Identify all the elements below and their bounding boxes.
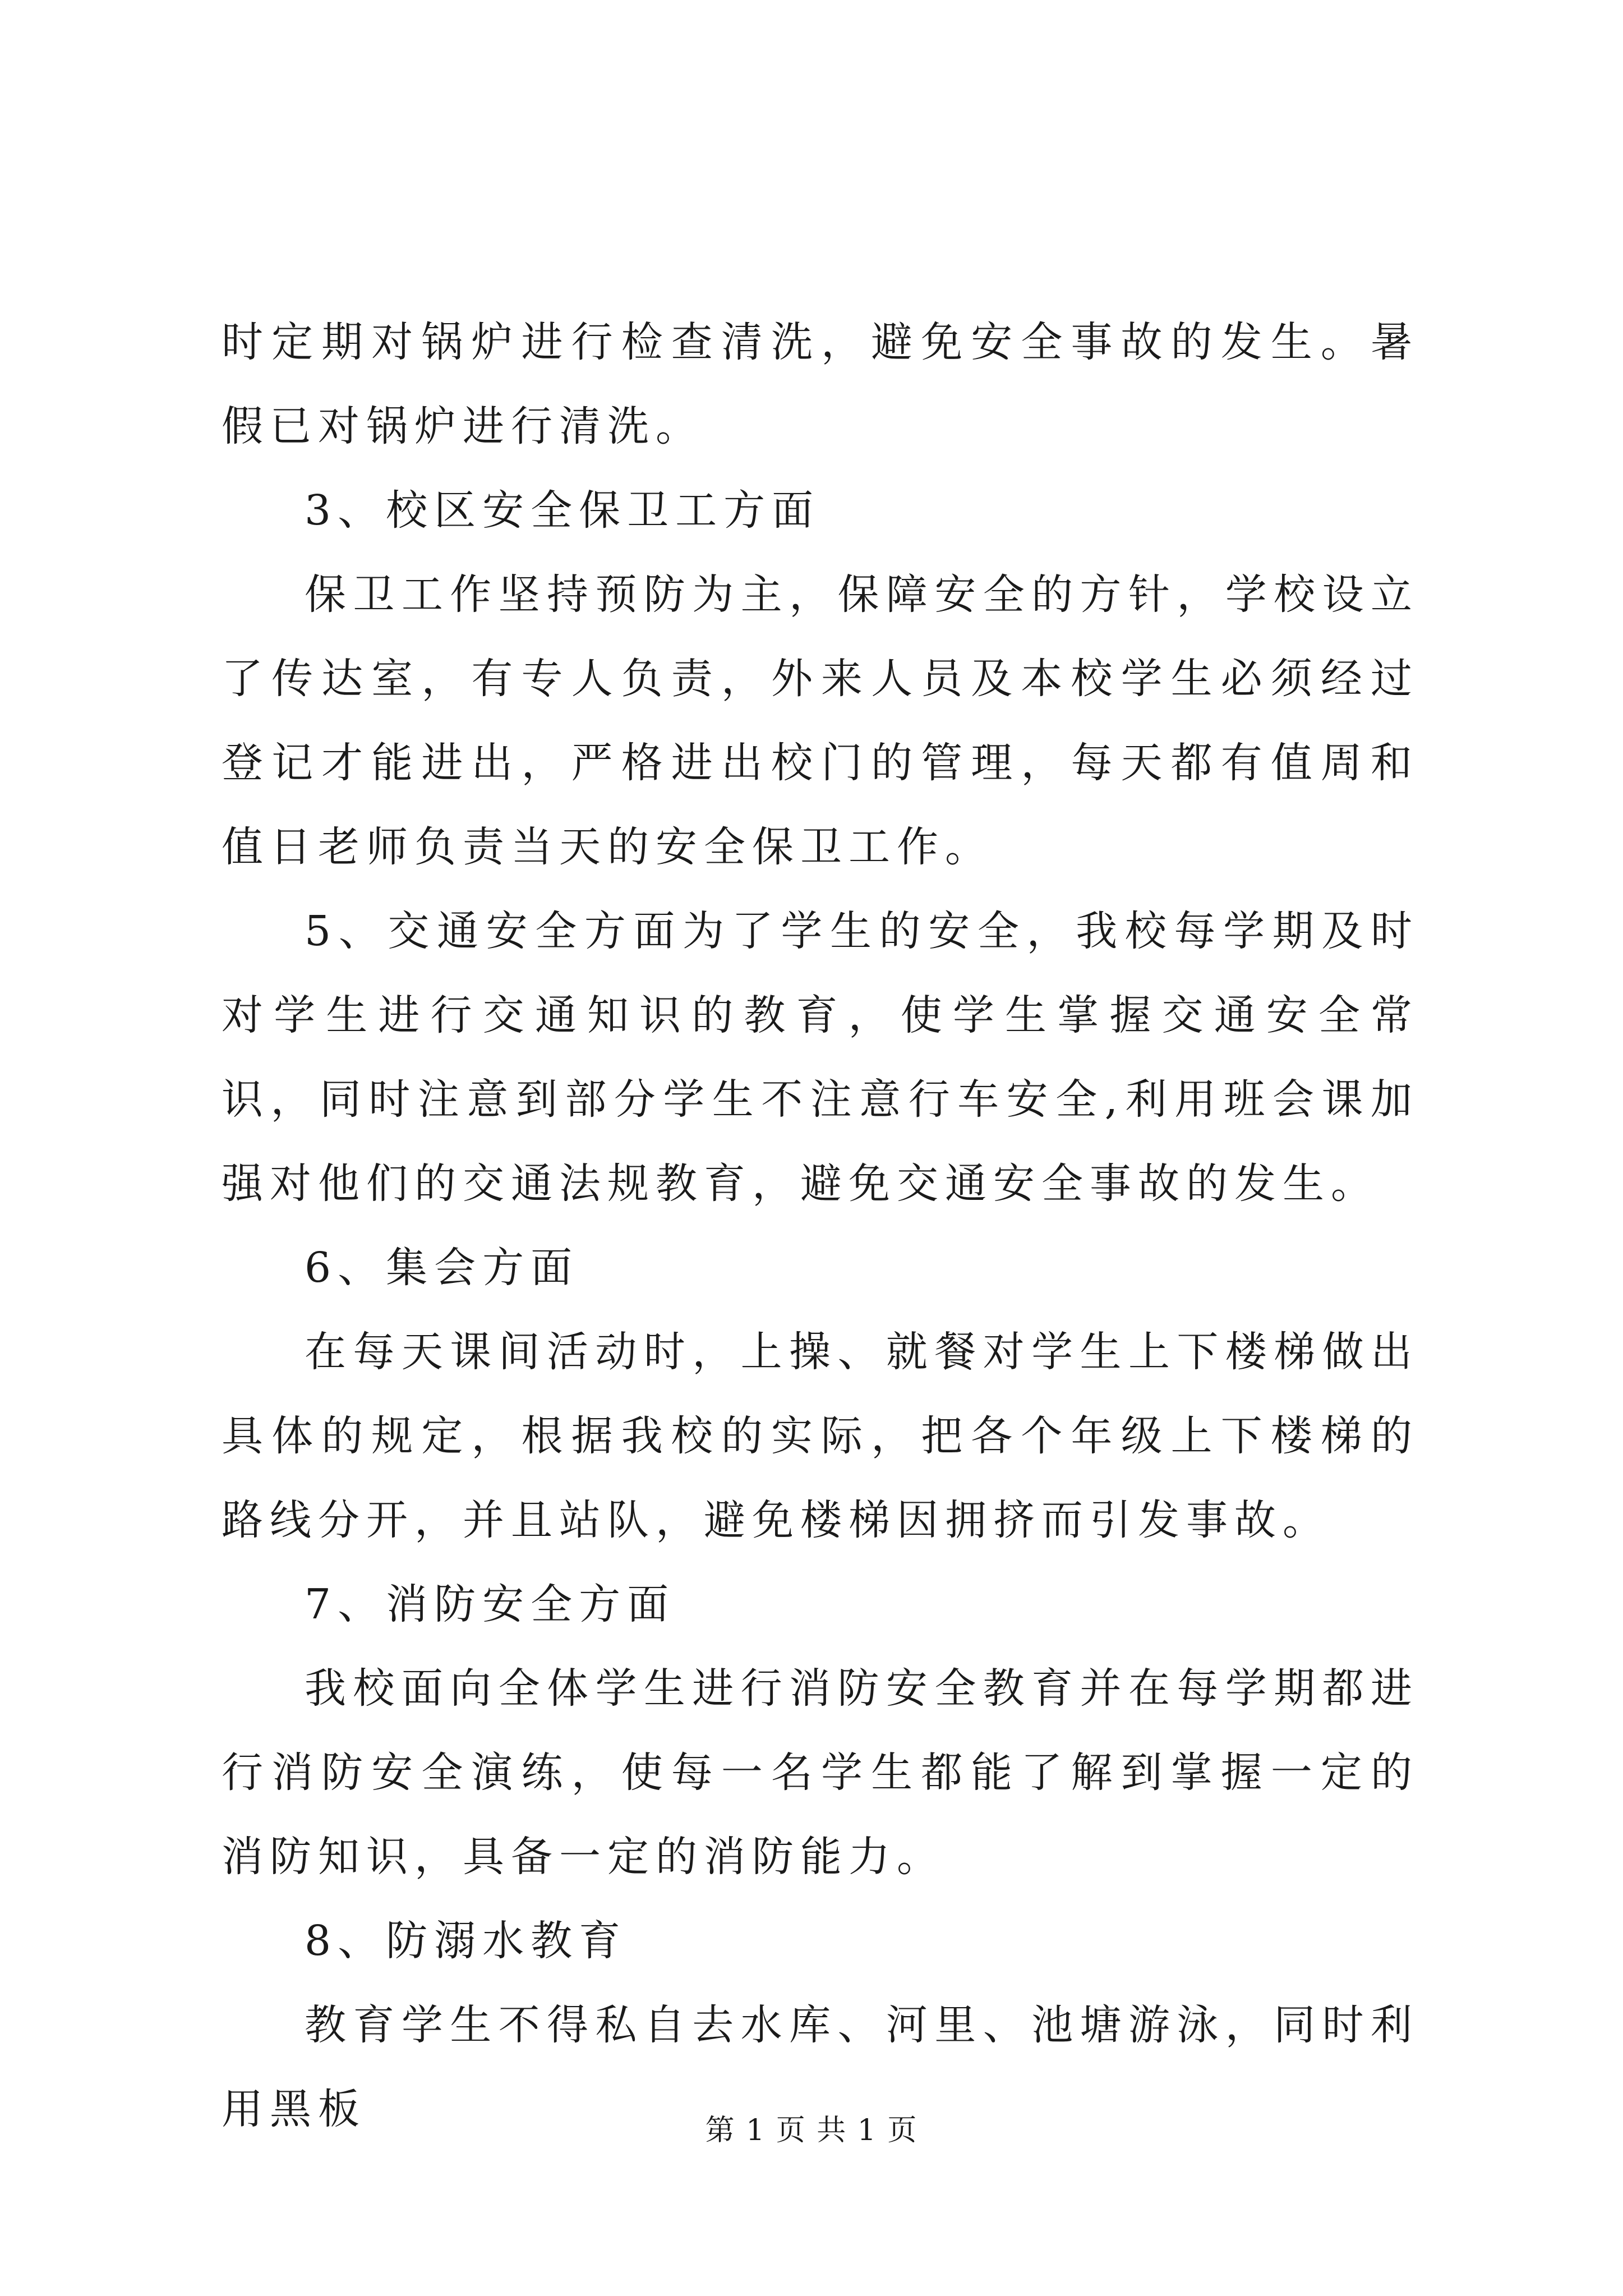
page-footer: 第 1 页 共 1 页 — [705, 2114, 918, 2147]
section-heading-drowning-prevention: 8、防溺水教育 — [305, 1917, 628, 1965]
paragraph-campus-security: 保卫工作坚持预防为主，保障安全的方针，学校设立了传达室，有专人负责，外来人员及本校学生必须经过登记才能进出，严格进出校门的管理，每天都有值周和值日老师负责当天的安全保卫工作。 — [222, 570, 1419, 871]
paragraph-drowning-prevention: 教育学生不得私自去水库、河里、池塘游泳，同时利用黑板 — [222, 2001, 1419, 2133]
section-heading-assembly: 6、集会方面 — [305, 1244, 579, 1292]
section-heading-campus-security: 3、校区安全保卫工方面 — [305, 486, 820, 535]
paragraph-traffic-safety: 5、交通安全方面为了学生的安全，我校每学期及时对学生进行交通知识的教育，使学生掌握交通安全常识，同时注意到部分学生不注意行车安全,利用班会课加强对他们的交通法规教育，避免交通安全事故的发生。 — [222, 907, 1419, 1208]
section-heading-fire-safety: 7、消防安全方面 — [305, 1580, 676, 1628]
paragraph-assembly: 在每天课间活动时，上操、就餐对学生上下楼梯做出具体的规定，根据我校的实际，把各个年级上下楼梯的路线分开，并且站队，避免楼梯因拥挤而引发事故。 — [222, 1328, 1419, 1544]
paragraph-fire-safety: 我校面向全体学生进行消防安全教育并在每学期都进行消防安全演练，使每一名学生都能了解到掌握一定的消防知识，具备一定的消防能力。 — [222, 1664, 1419, 1881]
document-body — [222, 300, 1419, 2151]
paragraph-continuation: 时定期对锅炉进行检查清洗，避免安全事故的发生。暑假已对锅炉进行清洗。 — [222, 318, 1419, 450]
